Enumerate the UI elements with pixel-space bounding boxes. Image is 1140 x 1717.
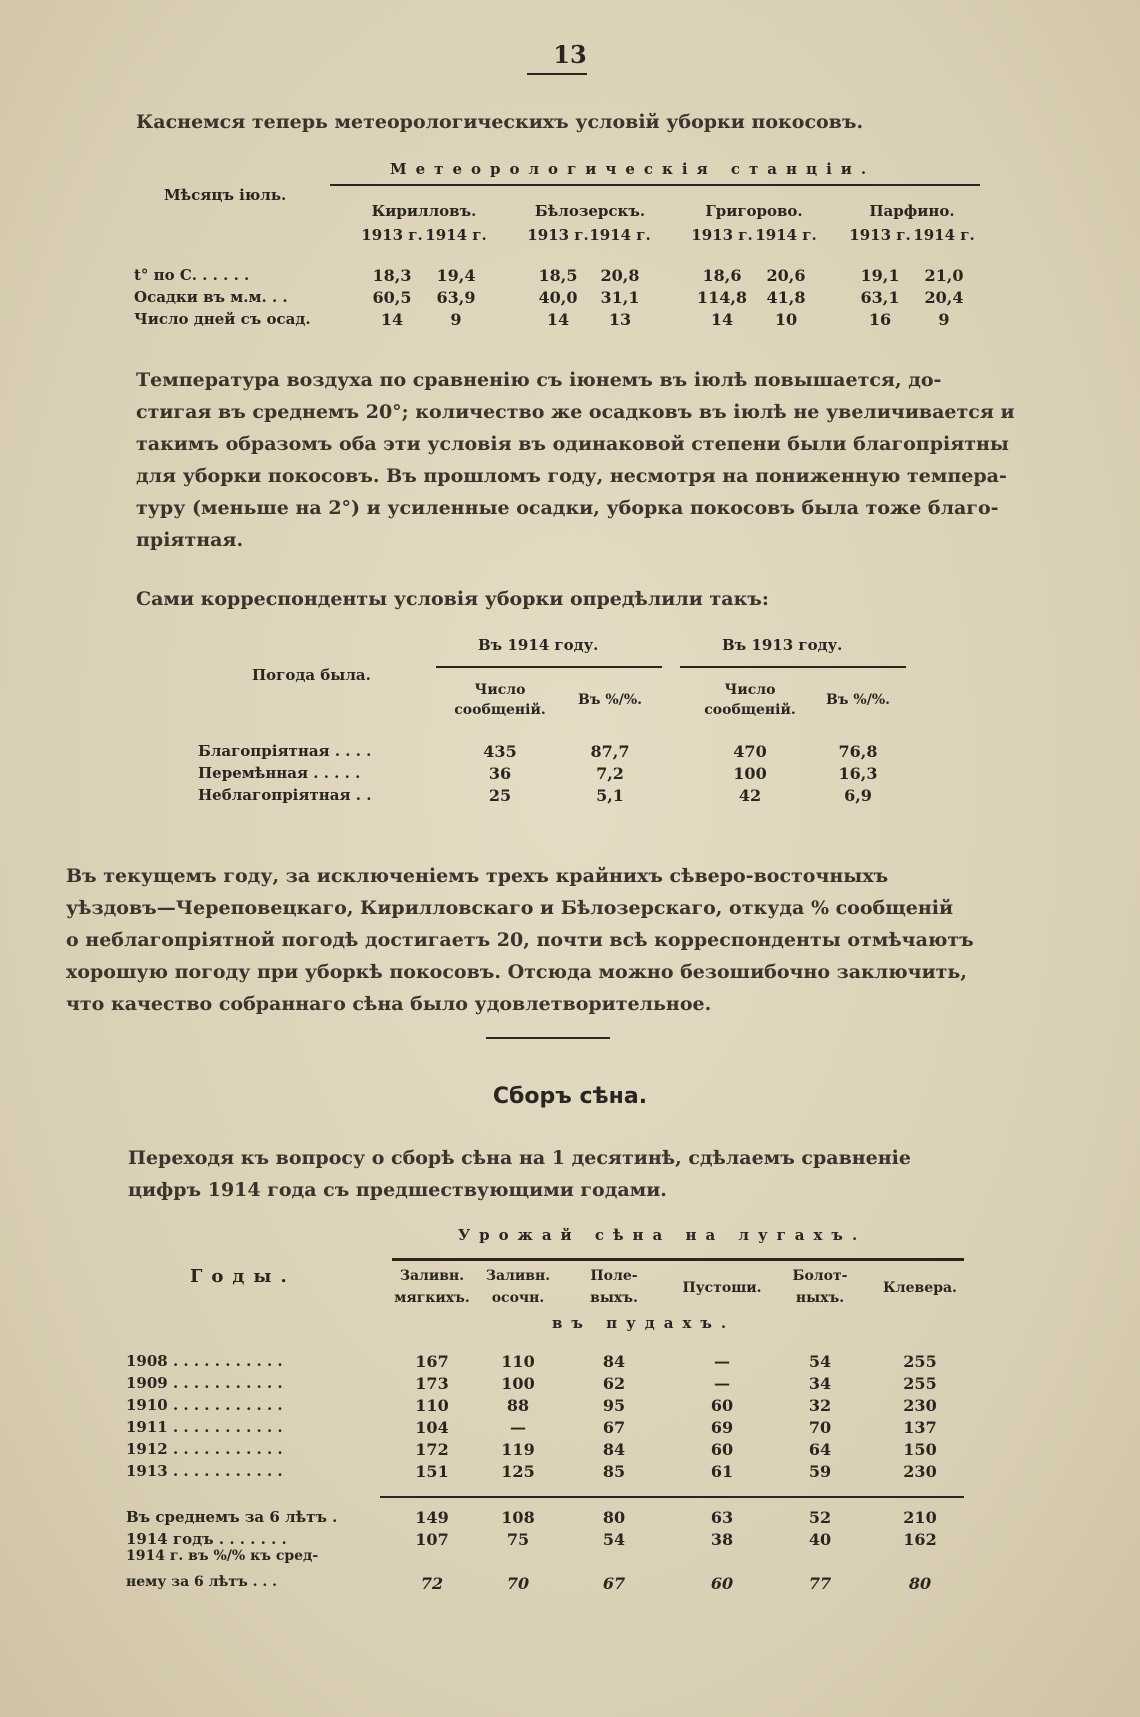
weather-cell: 100 [733, 764, 767, 783]
meteo-group-title: Метеорологическія станціи. [390, 160, 876, 178]
hay-row-label: 1911 . . . . . . . . . . . [126, 1418, 283, 1436]
meteo-cell: 19,4 [436, 266, 476, 285]
meteo-year: 1914 г. [913, 226, 975, 244]
meteo-cell: 63,1 [860, 288, 900, 307]
hay-units: въ пудахъ. [552, 1314, 736, 1332]
hay-cell: 69 [710, 1418, 734, 1437]
meteo-cell: 41,8 [766, 288, 806, 307]
weather-cell: 36 [488, 764, 512, 783]
meteo-station: Парфино. [869, 202, 955, 220]
hay-col-head: осочн. [491, 1290, 545, 1306]
hay-row-label: 1912 . . . . . . . . . . . [126, 1440, 283, 1458]
weather-label: Погода была. [252, 666, 371, 684]
hay-cell: 119 [501, 1440, 535, 1459]
meteo-group-rule [330, 184, 980, 186]
weather-row-label: Перемѣнная . . . . . [198, 764, 361, 782]
meteo-year: 1913 г. [849, 226, 911, 244]
hay-cell: — [714, 1374, 730, 1393]
weather-1913-rule [680, 666, 906, 668]
intro-line: Каснемся теперь метеорологическихъ условій уборки покосовъ. [136, 111, 864, 133]
weather-col-count-1: Число [724, 682, 776, 698]
meteo-cell: 20,8 [600, 266, 640, 285]
weather-col-pct: Въ %/%. [825, 692, 891, 708]
hay-cell: 32 [808, 1396, 832, 1415]
hay-cell: 151 [415, 1462, 449, 1481]
hay-cell: 84 [602, 1440, 626, 1459]
hay-cell: 230 [903, 1396, 937, 1415]
hay-summary-cell: 40 [808, 1530, 832, 1549]
weather-col-count-2: сообщеній. [454, 702, 546, 718]
hay-cell: 54 [808, 1352, 832, 1371]
weather-cell: 16,3 [838, 764, 878, 783]
meteo-cell: 63,9 [436, 288, 476, 307]
hay-summary-label: 1914 годъ . . . . . . . [126, 1530, 287, 1548]
para3-line: что качество собраннаго сѣна было удовлетворительное. [66, 993, 712, 1015]
hay-pct-cell: 77 [808, 1574, 832, 1593]
para1-line: такимъ образомъ оба эти условія въ одинаковой степени были благопріятны [136, 433, 1009, 455]
hay-col-head: Клевера. [883, 1280, 957, 1296]
para4-line: цифръ 1914 года съ предшествующими годами. [128, 1179, 667, 1201]
hay-summary-label: Въ среднемъ за 6 лѣтъ . [126, 1508, 338, 1526]
meteo-cell: 16 [868, 310, 892, 329]
para4-line: Переходя къ вопросу о сборѣ сѣна на 1 десятинѣ, сдѣлаемъ сравненіе [128, 1147, 911, 1169]
weather-cell: 470 [733, 742, 767, 761]
hay-col-head: Поле- [590, 1268, 638, 1284]
paragraph-current-year [66, 860, 1036, 1020]
hay-cell: 255 [903, 1352, 937, 1371]
weather-cell: 87,7 [590, 742, 630, 761]
weather-cell: 5,1 [596, 786, 624, 805]
paragraph-correspondents: Сами корреспонденты условія уборки опредѣлили такъ: [136, 588, 769, 610]
hay-col-head: ныхъ. [795, 1290, 845, 1306]
meteo-station: Бѣлозерскъ. [534, 202, 646, 220]
page-number-rule [527, 73, 587, 75]
meteo-year: 1914 г. [425, 226, 487, 244]
hay-summary-cell: 162 [903, 1530, 937, 1549]
hay-cell: 70 [808, 1418, 832, 1437]
hay-pct-cell: 72 [420, 1574, 444, 1593]
hay-pct-cell: 67 [602, 1574, 626, 1593]
hay-cell: 172 [415, 1440, 449, 1459]
meteo-cell: 9 [938, 310, 950, 329]
weather-cell: 6,9 [844, 786, 872, 805]
section-divider [486, 1037, 610, 1039]
para1-line: Температура воздуха по сравненію съ іюнемъ въ іюлѣ повышается, до- [136, 369, 942, 391]
meteo-row-label: t° по С. . . . . . [134, 266, 250, 284]
hay-pct-cell: 80 [908, 1574, 932, 1593]
hay-cell: 88 [506, 1396, 530, 1415]
weather-year-1913: Въ 1913 году. [722, 636, 843, 654]
meteo-cell: 18,5 [538, 266, 578, 285]
meteo-row-label: Число дней съ осад. [134, 310, 311, 328]
hay-row-label: 1909 . . . . . . . . . . . [126, 1374, 283, 1392]
weather-cell: 42 [738, 786, 762, 805]
weather-col-pct: Въ %/%. [577, 692, 643, 708]
weather-cell: 435 [483, 742, 517, 761]
hay-cell: 125 [501, 1462, 535, 1481]
hay-cell: 95 [602, 1396, 626, 1415]
hay-cell: 67 [602, 1418, 626, 1437]
hay-summary-cell: 52 [808, 1508, 832, 1527]
hay-cell: 34 [808, 1374, 832, 1393]
hay-sum-rule [380, 1496, 964, 1498]
weather-row-label: Неблагопріятная . . [198, 786, 372, 804]
hay-cell: 137 [903, 1418, 937, 1437]
meteo-year: 1913 г. [361, 226, 423, 244]
para3-line: хорошую погоду при уборкѣ покосовъ. Отсюда можно безошибочно заключить, [66, 961, 967, 983]
hay-cell: 60 [710, 1440, 734, 1459]
meteo-station: Кирилловъ. [371, 202, 477, 220]
hay-group-title: Урожай сѣна на лугахъ. [458, 1226, 867, 1244]
para1-line: для уборки покосовъ. Въ прошломъ году, несмотря на пониженную темпера- [136, 465, 1007, 487]
hay-cell: — [714, 1352, 730, 1371]
meteo-cell: 60,5 [372, 288, 412, 307]
page-number: 13 [553, 40, 587, 69]
meteo-cell: 18,3 [372, 266, 412, 285]
meteo-cell: 114,8 [696, 288, 748, 307]
section-heading: Сборъ сѣна. [492, 1084, 648, 1109]
meteo-cell: 13 [608, 310, 632, 329]
para1-line: пріятная. [136, 529, 244, 551]
meteo-station: Григорово. [705, 202, 803, 220]
meteo-cell: 20,4 [924, 288, 964, 307]
meteo-year: 1914 г. [589, 226, 651, 244]
weather-cell: 76,8 [838, 742, 878, 761]
para3-line: Въ текущемъ году, за исключеніемъ трехъ крайнихъ сѣверо-восточныхъ [66, 865, 889, 887]
hay-cell: 60 [710, 1396, 734, 1415]
hay-summary-cell: 75 [506, 1530, 530, 1549]
hay-summary-cell: 149 [415, 1508, 449, 1527]
weather-col-count-2: сообщеній. [704, 702, 796, 718]
hay-cell: 59 [808, 1462, 832, 1481]
hay-cell: 230 [903, 1462, 937, 1481]
meteo-year: 1913 г. [527, 226, 589, 244]
hay-summary-cell: 38 [710, 1530, 734, 1549]
paragraph-temperature [136, 364, 1040, 556]
meteo-cell: 14 [710, 310, 734, 329]
hay-pct-cell: 60 [710, 1574, 734, 1593]
meteo-cell: 14 [546, 310, 570, 329]
hay-cell: 64 [808, 1440, 832, 1459]
meteo-cell: 10 [774, 310, 798, 329]
hay-cell: 150 [903, 1440, 937, 1459]
hay-pct-label-2: нему за 6 лѣтъ . . . [126, 1574, 278, 1590]
weather-1914-rule [436, 666, 662, 668]
hay-summary-cell: 210 [903, 1508, 937, 1527]
hay-col-head: мягкихъ. [394, 1290, 470, 1306]
weather-cell: 25 [488, 786, 512, 805]
para3-line: о неблагопріятной погодѣ достигаетъ 20, почти всѣ корреспонденты отмѣчаютъ [66, 929, 974, 951]
hay-cell: 85 [602, 1462, 626, 1481]
meteo-year: 1913 г. [691, 226, 753, 244]
hay-row-label: 1908 . . . . . . . . . . . [126, 1352, 283, 1370]
hay-summary-cell: 63 [710, 1508, 734, 1527]
meteo-cell: 21,0 [924, 266, 964, 285]
weather-col-count-1: Число [474, 682, 526, 698]
hay-summary-cell: 108 [501, 1508, 535, 1527]
hay-col-head: Заливн. [399, 1268, 465, 1284]
meteo-row-label: Осадки въ м.м. . . [134, 288, 288, 306]
hay-cell: 110 [415, 1396, 449, 1415]
meteo-cell: 31,1 [600, 288, 640, 307]
hay-group-rule [392, 1258, 964, 1261]
hay-years-label: Годы. [190, 1266, 296, 1287]
meteo-year: 1914 г. [755, 226, 817, 244]
hay-cell: — [510, 1418, 526, 1437]
hay-cell: 255 [903, 1374, 937, 1393]
meteo-cell: 20,6 [766, 266, 806, 285]
hay-col-head: Заливн. [485, 1268, 551, 1284]
hay-cell: 173 [415, 1374, 449, 1393]
meteo-cell: 40,0 [538, 288, 578, 307]
paragraph-hay-intro [128, 1142, 1032, 1206]
hay-row-label: 1913 . . . . . . . . . . . [126, 1462, 283, 1480]
hay-cell: 84 [602, 1352, 626, 1371]
hay-summary-cell: 80 [602, 1508, 626, 1527]
para3-line: уѣздовъ—Череповецкаго, Кирилловскаго и Бѣлозерскаго, откуда % сообщеній [66, 897, 954, 919]
hay-cell: 61 [710, 1462, 734, 1481]
hay-cell: 104 [415, 1418, 449, 1437]
hay-cell: 100 [501, 1374, 535, 1393]
meteo-cell: 14 [380, 310, 404, 329]
hay-cell: 110 [501, 1352, 535, 1371]
hay-pct-cell: 70 [506, 1574, 530, 1593]
hay-summary-cell: 107 [415, 1530, 449, 1549]
hay-pct-label-1: 1914 г. въ %/% къ сред- [126, 1548, 319, 1564]
hay-cell: 167 [415, 1352, 449, 1371]
meteo-cell: 18,6 [702, 266, 742, 285]
hay-col-head: Болот- [792, 1268, 848, 1284]
hay-cell: 62 [602, 1374, 626, 1393]
weather-row-label: Благопріятная . . . . [198, 742, 372, 760]
para1-line: туру (меньше на 2°) и усиленные осадки, уборка покосовъ была тоже благо- [136, 497, 999, 519]
weather-year-1914: Въ 1914 году. [478, 636, 599, 654]
para1-line: стигая въ среднемъ 20°; количество же осадковъ въ іюлѣ не увеличивается и [136, 401, 1015, 423]
hay-row-label: 1910 . . . . . . . . . . . [126, 1396, 283, 1414]
meteo-cell: 19,1 [860, 266, 900, 285]
meteo-cell: 9 [450, 310, 462, 329]
hay-col-head: выхъ. [590, 1290, 638, 1306]
weather-cell: 7,2 [596, 764, 624, 783]
meteo-month-label: Мѣсяцъ іюль. [164, 186, 287, 204]
hay-summary-cell: 54 [602, 1530, 626, 1549]
hay-col-head: Пустоши. [682, 1280, 762, 1296]
